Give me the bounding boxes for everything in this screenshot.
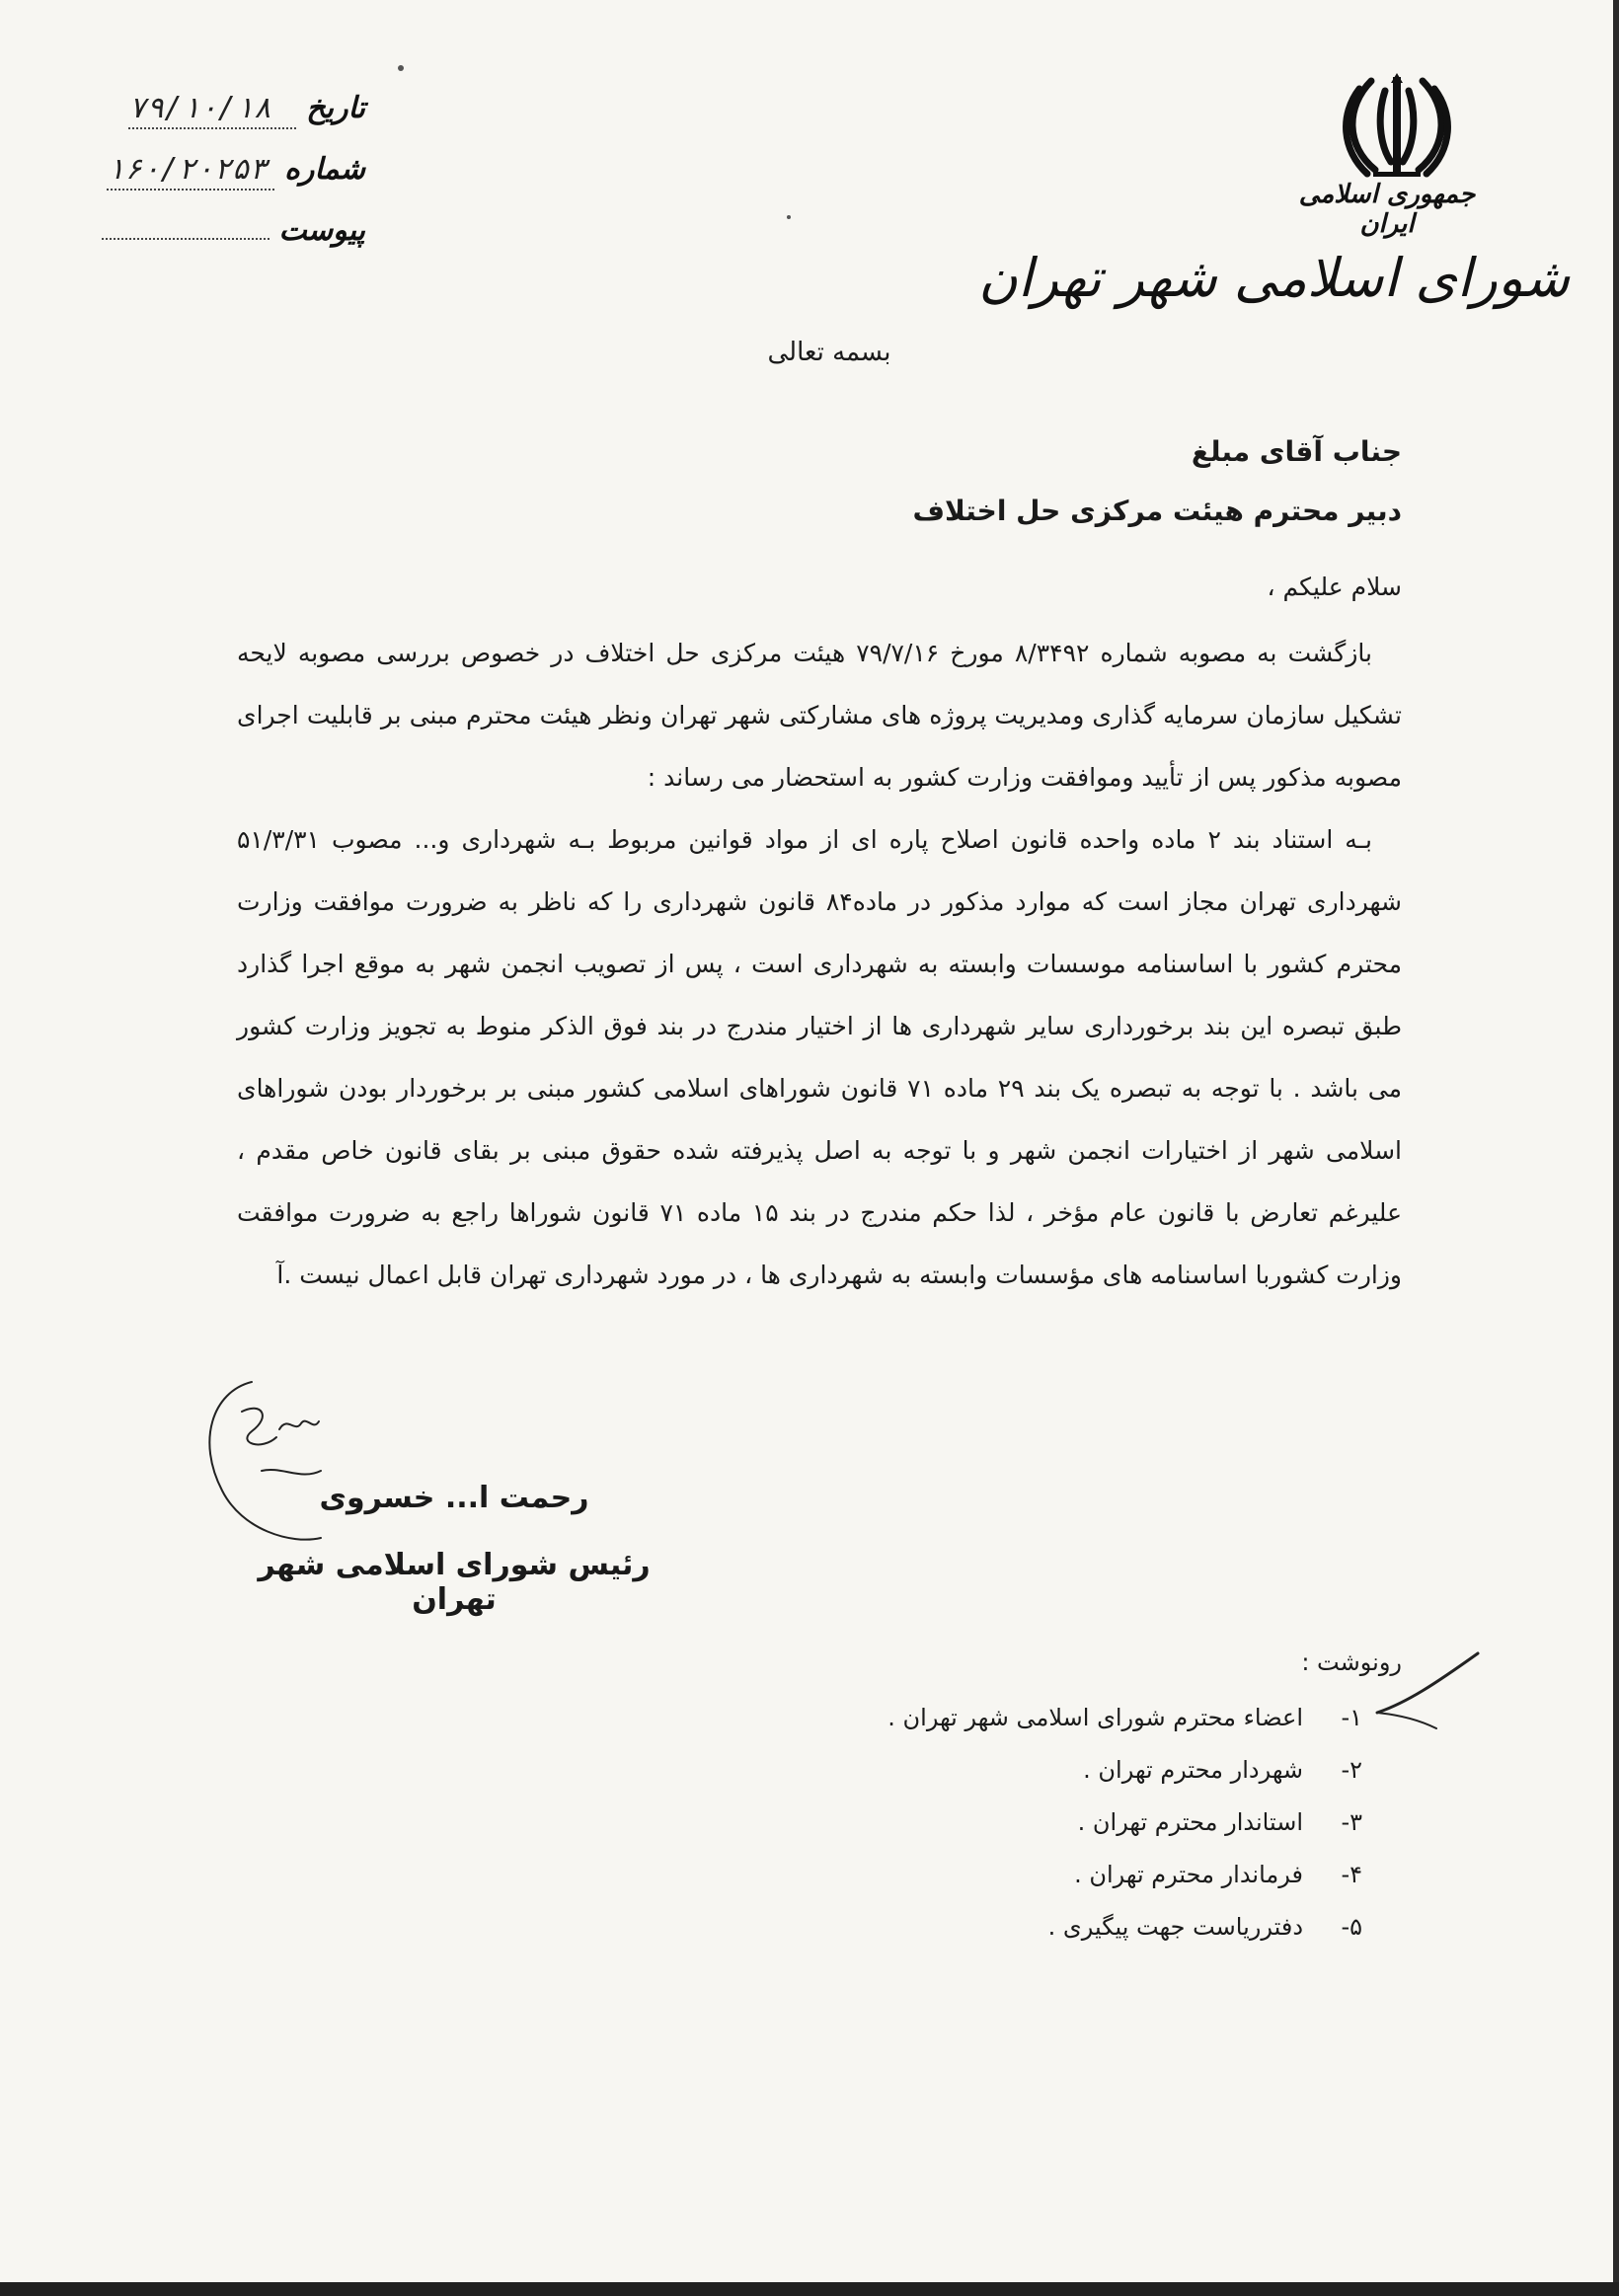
scan-speck [787,215,791,219]
emblem-caption: جمهوری اسلامی ایران [1298,180,1476,239]
cc-item [790,1849,1362,1901]
number-row [89,152,365,213]
date-label: تاریخ [306,91,365,125]
basmala: بسمه تعالی [767,338,891,367]
date-value: ۷۹/۱۰/۱۸ [128,91,296,129]
number-label: شماره [284,152,365,187]
cc-list [790,1692,1362,1953]
cc-item-number: ۱- [1341,1704,1362,1731]
cc-item-number: ۴- [1341,1861,1362,1888]
handwritten-signature [193,1372,350,1560]
cc-item-number: ۲- [1341,1756,1362,1784]
addressee-block [691,422,1402,541]
cc-item [790,1901,1362,1953]
cc-item [790,1797,1362,1849]
cc-item-text: اعضاء محترم شورای اسلامی شهر تهران . [887,1704,1303,1731]
attachment-row [89,213,365,274]
iran-emblem-icon [1338,67,1456,186]
attachment-label: پیوست [278,213,365,248]
reference-block [89,91,365,274]
scan-border-right [1613,0,1619,2296]
cc-item-text: دفترریاست جهت پیگیری . [1047,1913,1303,1941]
scan-border-bottom [0,2282,1619,2296]
number-value: ۱۶۰/۲۰۲۵۳ [107,152,274,191]
body-paragraph: بازگشت به مصوبه شماره ۸/۳۴۹۲ مورخ ۷۹/۷/۱۶ هیئت مرکزی حل اختلاف در خصوص بررسی مصوبه لایحه تشکیل سازمان سرمایه گذاری ومدیریت پروژه های مشارکتی شهر تهران ونظر هیئت محترم مبنی بر قابلیت اجرای مصوبه مذکور پس از تأیید وموافقت وزارت کشور به استحضار می رساند : [237,639,1402,792]
signatory-name: رحمت ا... خسروی [319,1481,589,1515]
attachment-value [102,236,270,240]
body-paragraph: بـه استناد بند ۲ ماده واحده قانون اصلاح پاره ای از مواد قوانین مربوط بـه شهرداری و... مصوب ۵۱/۳/۳۱ شهرداری تهران مجاز است که موارد مذکور در ماده۸۴ قانون شهرداری را که ناظر به ضرورت موافقت وزارت محترم کشور با اساسنامه موسسات وابسته به شهرداری است ، پس از تصویب انجمن شهر به موقع اجرا گذارد طبق تبصره این بند برخورداری سایر شهرداری ها از اختیار مندرج در بند فوق الذکر منوط به تجویز وزارت کشور می باشد . با توجه به تبصره یک بند ۲۹ ماده ۷۱ قانون شوراهای اسلامی کشور مبنی بر برخوردار بودن شوراهای اسلامی شهر از اختیارات انجمن شهر و با توجه به اصل پذیرفته شده حقوق مبنی بر بقای قانون خاص مقدم ، علیرغم تعارض با قانون عام مؤخر ، لذا حکم مندرج در بند ۱۵ ماده ۷۱ قانون شوراها راجع به ضرورت موافقت وزارت کشوربا اساسنامه های مؤسسات وابسته به شهرداری ها ، در مورد شهرداری تهران قابل اعمال نیست .آ [237,825,1402,1289]
letter-body [237,622,1402,1306]
signatory-title: رئیس شورای اسلامی شهر تهران [258,1548,651,1617]
greeting: سلام علیکم ، [1267,573,1402,601]
council-name-logotype: شورای اسلامی شهر تهران [978,247,1570,309]
cc-item-number: ۳- [1341,1808,1362,1836]
date-row [89,91,365,152]
addressee-name: جناب آقای مبلغ [1191,435,1402,468]
cc-item [790,1744,1362,1797]
cc-item-text: استاندار محترم تهران . [1077,1808,1303,1836]
cc-item-text: شهردار محترم تهران . [1083,1756,1303,1784]
scan-speck [398,65,404,71]
cc-item-text: فرماندار محترم تهران . [1074,1861,1303,1888]
cc-item-number: ۵- [1341,1913,1362,1941]
cc-item [790,1692,1362,1744]
addressee-title: دبیر محترم هیئت مرکزی حل اختلاف [912,495,1402,527]
cc-heading: رونوشت : [1301,1648,1402,1676]
